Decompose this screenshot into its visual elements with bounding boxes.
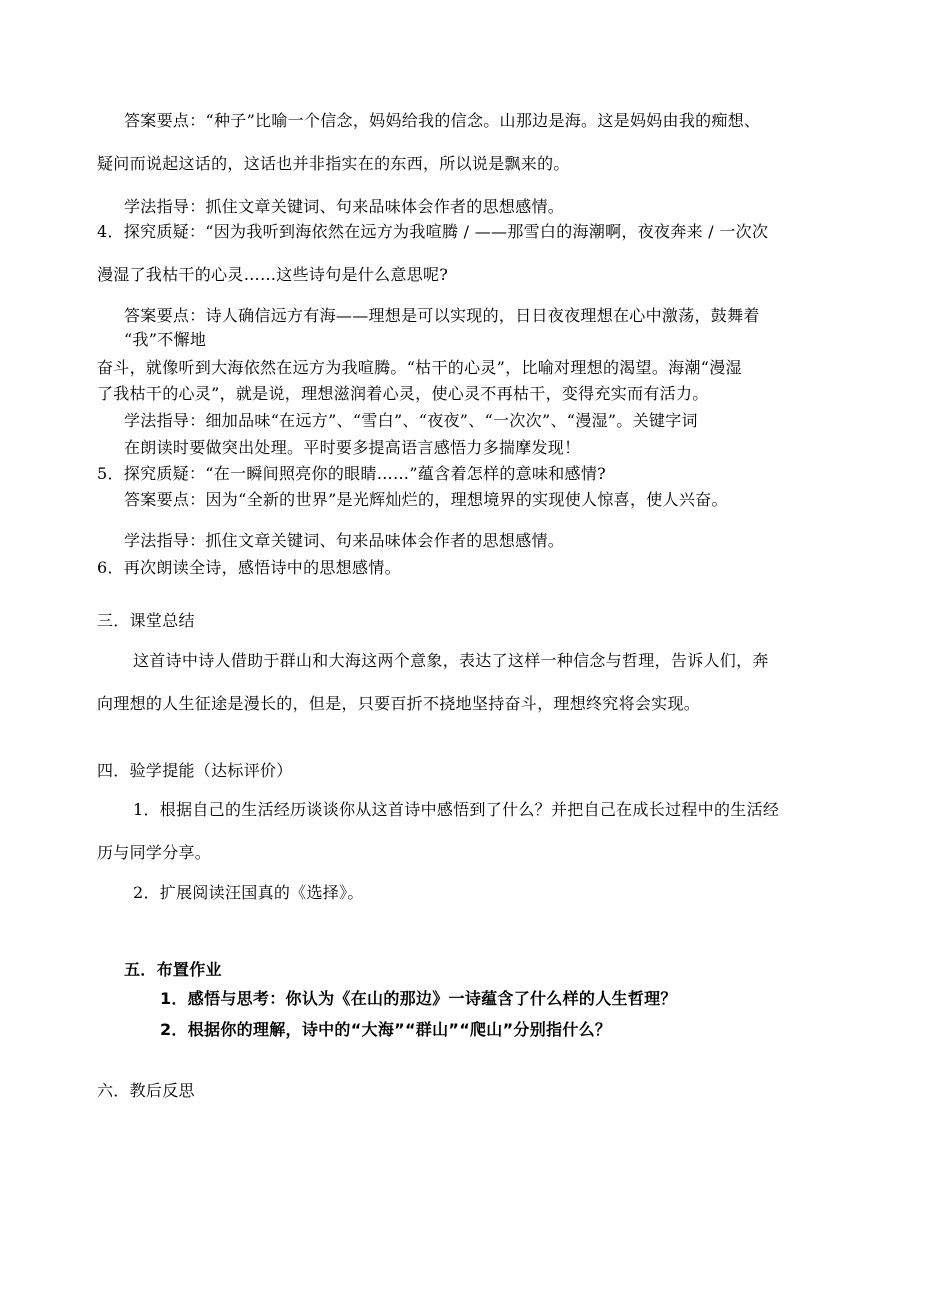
answer-q4-line1: 答案要点：诗人确信远方有海——理想是可以实现的，日日夜夜理想在心中激荡，鼓舞着: [124, 306, 760, 325]
method-q5: 学法指导：抓住文章关键词、句来品味体会作者的思想感情。: [124, 531, 565, 550]
question-4-line2: 漫湿了我枯干的心灵……这些诗句是什么意思呢?: [97, 265, 449, 284]
answer-q3-line2: 疑问而说起这话的，这话也并非指实在的东西，所以说是飘来的。: [97, 154, 570, 173]
section-4-item1-line2: 历与同学分享。: [97, 843, 212, 862]
question-6: 6．再次朗读全诗，感悟诗中的思想感情。: [97, 558, 401, 577]
section-5-heading: 五．布置作业: [124, 960, 222, 979]
answer-q4-line4: 了我枯干的心灵”，就是说，理想滋润着心灵，使心灵不再枯干，变得充实而有活力。: [97, 384, 709, 403]
answer-q4-line3: 奋斗，就像听到大海依然在远方为我喧腾。“枯干的心灵”，比喻对理想的渴望。海潮“漫湿: [97, 358, 742, 377]
section-3-line2: 向理想的人生征途是漫长的，但是，只要百折不挠地坚持奋斗，理想终究将会实现。: [97, 694, 701, 713]
question-4-line1: 4．探究质疑：“因为我听到海依然在远方为我喧腾 / ——那雪白的海潮啊，夜夜奔来 / 一次次: [97, 222, 769, 241]
section-5-item2: 2．根据你的理解，诗中的“大海”“群山”“爬山”分别指什么？: [160, 1020, 612, 1039]
question-5: 5．探究质疑：“在一瞬间照亮你的眼睛……”蕴含着怎样的意味和感情?: [97, 464, 607, 483]
section-4-heading: 四．验学提能（达标评价）: [97, 761, 293, 780]
answer-q4-line2: “我”不懈地: [124, 330, 207, 349]
section-3-line1: 这首诗中诗人借助于群山和大海这两个意象，表达了这样一种信念与哲理，告诉人们，奔: [133, 651, 769, 670]
section-3-heading: 三．课堂总结: [97, 611, 195, 630]
section-5-item1: 1．感悟与思考：你认为《在山的那边》一诗蕴含了什么样的人生哲理？: [160, 989, 677, 1008]
method-q4-line2: 在朗读时要做突出处理。平时要多提高语言感悟力多揣摩发现！: [124, 438, 581, 457]
method-q4-line1: 学法指导：细加品味“在远方”、“雪白”、“夜夜”、“一次次”、“漫湿”。关键字词: [124, 411, 698, 430]
answer-q5: 答案要点：因为“全新的世界”是光辉灿烂的，理想境界的实现使人惊喜，使人兴奋。: [124, 490, 728, 509]
section-4-item1-line1: 1．根据自己的生活经历谈谈你从这首诗中感悟到了什么？并把自己在成长过程中的生活经: [133, 800, 780, 819]
answer-q3-line1: 答案要点：“种子”比喻一个信念，妈妈给我的信念。山那边是海。这是妈妈由我的痴想、: [124, 111, 761, 130]
method-q3: 学法指导：抓住文章关键词、句来品味体会作者的思想感情。: [124, 197, 565, 216]
section-4-item2: 2．扩展阅读汪国真的《选择》。: [133, 883, 364, 902]
section-6-heading: 六．教后反思: [97, 1081, 195, 1100]
